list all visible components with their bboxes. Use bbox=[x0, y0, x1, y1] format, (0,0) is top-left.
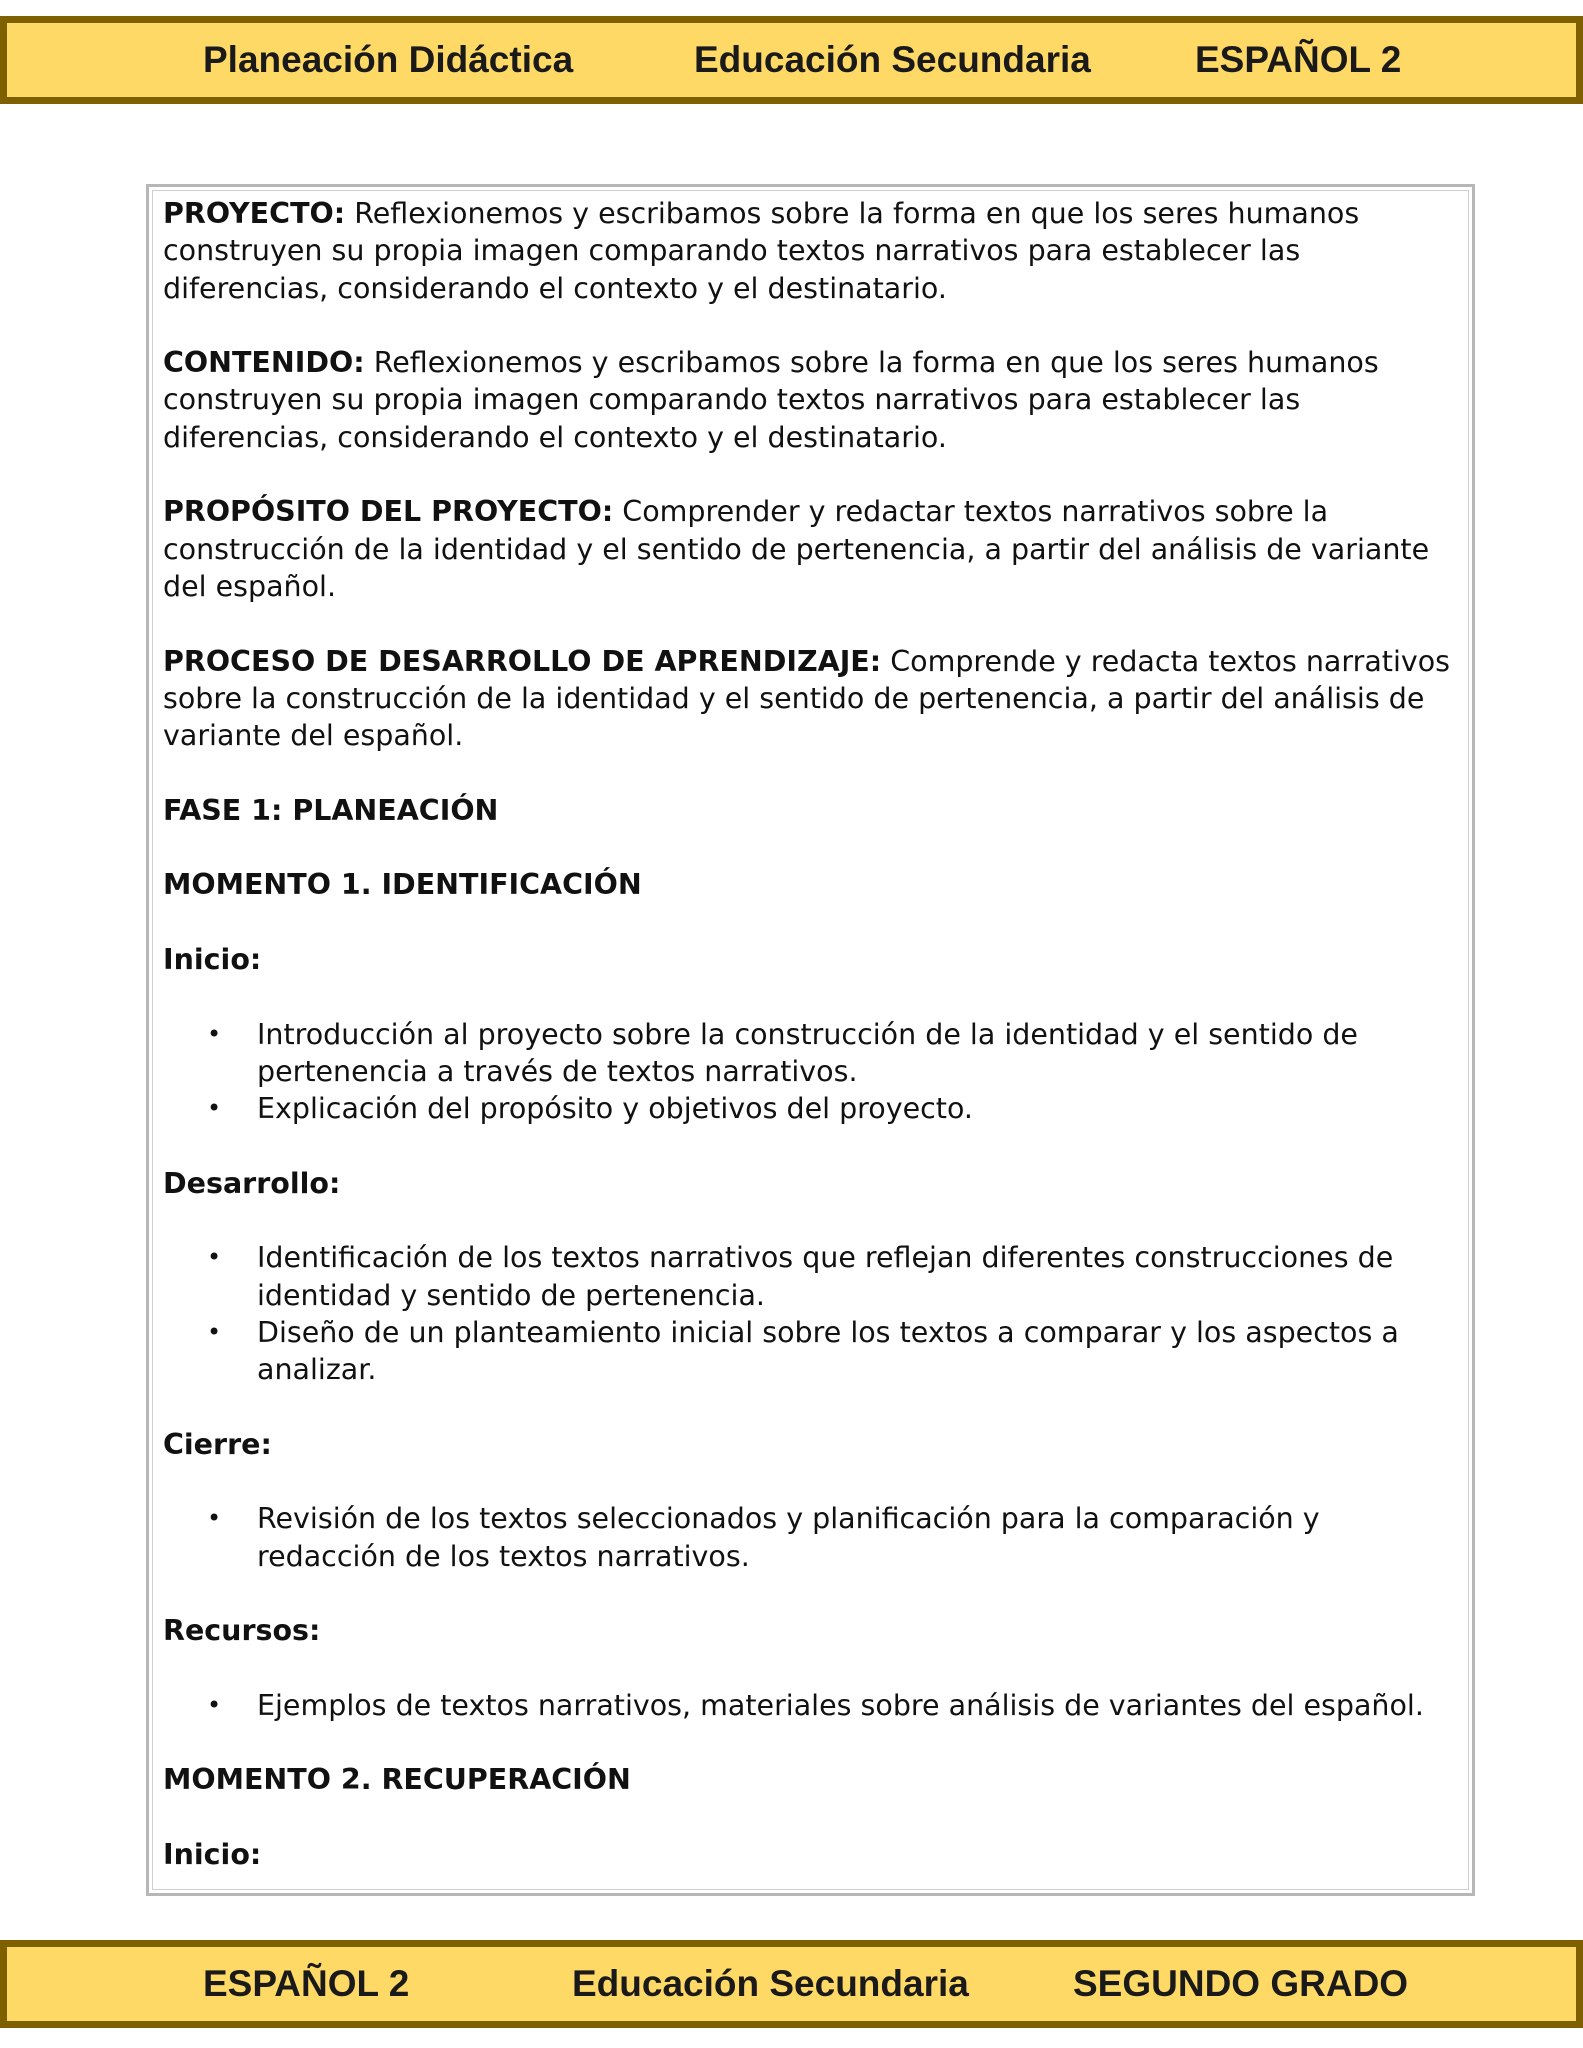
momento2-inicio-label: Inicio: bbox=[163, 1838, 262, 1872]
momento1-recursos-list bbox=[163, 1687, 1460, 1724]
momento1-inicio-list bbox=[163, 1016, 1460, 1128]
list-item bbox=[207, 1016, 1460, 1091]
proyecto-text: Reflexionemos y escribamos sobre la forma en que los seres humanos construyen su propia imagen comparando textos narrativos para establecer las diferencias, considerando el contexto y el destinatario. bbox=[163, 197, 1360, 305]
momento1-heading: MOMENTO 1. IDENTIFICACIÓN bbox=[163, 868, 642, 902]
proceso-text: Comprende y redacta textos narrativos sobre la construcción de la identidad y el sentido de pertenencia, a partir del análisis de variante del español. bbox=[163, 644, 1451, 753]
list-item-text: Introducción al proyecto sobre la construcción de la identidad y el sentido de pertenencia a través de textos narrativos. bbox=[257, 1017, 1358, 1088]
bullet-icon: • bbox=[207, 1504, 222, 1533]
bullet-icon: • bbox=[207, 1690, 222, 1719]
proposito-paragraph bbox=[163, 493, 1460, 605]
header-title-right: ESPAÑOL 2 bbox=[1195, 39, 1402, 80]
list-item-text: Diseño de un planteamiento inicial sobre los textos a comparar y los aspectos a analizar. bbox=[257, 1315, 1399, 1387]
proceso-label: PROCESO DE DESARROLLO DE APRENDIZAJE: bbox=[163, 644, 882, 678]
momento2-heading: MOMENTO 2. RECUPERACIÓN bbox=[163, 1763, 631, 1797]
momento1-desarrollo-list bbox=[163, 1239, 1460, 1388]
header-title-left: Planeación Didáctica bbox=[203, 39, 574, 80]
bullet-icon: • bbox=[207, 1094, 222, 1123]
footer-title-right: SEGUNDO GRADO bbox=[1073, 1963, 1409, 2004]
list-item bbox=[207, 1239, 1460, 1314]
list-item bbox=[207, 1314, 1460, 1389]
footer-banner bbox=[0, 1940, 1583, 2028]
footer-title-center: Educación Secundaria bbox=[572, 1963, 969, 2004]
contenido-paragraph bbox=[163, 344, 1460, 456]
proyecto-label: PROYECTO: bbox=[163, 197, 346, 230]
proposito-text: Comprender y redactar textos narrativos sobre la construcción de la identidad y el sentido de pertenencia, a partir del análisis de variante del español. bbox=[163, 495, 1430, 603]
list-item bbox=[207, 1500, 1460, 1575]
proyecto-paragraph bbox=[163, 195, 1460, 307]
contenido-label: CONTENIDO: bbox=[163, 346, 365, 380]
bullet-icon: • bbox=[207, 1243, 222, 1272]
contenido-text: Reflexionemos y escribamos sobre la forma en que los seres humanos construyen su propia imagen comparando textos narrativos para establecer las diferencias, considerando el contexto y el destinatario. bbox=[163, 346, 1379, 454]
momento1-recursos-label: Recursos: bbox=[163, 1614, 321, 1648]
momento1-inicio-label: Inicio: bbox=[163, 942, 262, 976]
list-item bbox=[207, 1090, 1460, 1127]
bullet-icon: • bbox=[207, 1317, 222, 1346]
fase-heading: FASE 1: PLANEACIÓN bbox=[163, 793, 499, 827]
bullet-icon: • bbox=[207, 1019, 222, 1048]
list-item-text: Revisión de los textos seleccionados y planificación para la comparación y redacción de los textos narrativos. bbox=[257, 1502, 1320, 1573]
list-item-text: Identificación de los textos narrativos que reflejan diferentes construcciones de identidad y sentido de pertenencia. bbox=[257, 1241, 1394, 1312]
proposito-label: PROPÓSITO DEL PROYECTO: bbox=[163, 495, 614, 529]
header-title-center: Educación Secundaria bbox=[694, 39, 1091, 80]
header-banner bbox=[0, 16, 1583, 104]
content-box bbox=[146, 184, 1475, 1896]
list-item bbox=[207, 1687, 1460, 1724]
footer-title-left: ESPAÑOL 2 bbox=[203, 1963, 410, 2004]
momento1-desarrollo-label: Desarrollo: bbox=[163, 1166, 341, 1200]
proceso-paragraph bbox=[163, 643, 1460, 755]
list-item-text: Explicación del propósito y objetivos del proyecto. bbox=[257, 1092, 973, 1126]
list-item-text: Ejemplos de textos narrativos, materiales sobre análisis de variantes del español. bbox=[257, 1688, 1424, 1722]
momento1-cierre-list bbox=[163, 1500, 1460, 1575]
momento1-cierre-label: Cierre: bbox=[163, 1427, 272, 1461]
